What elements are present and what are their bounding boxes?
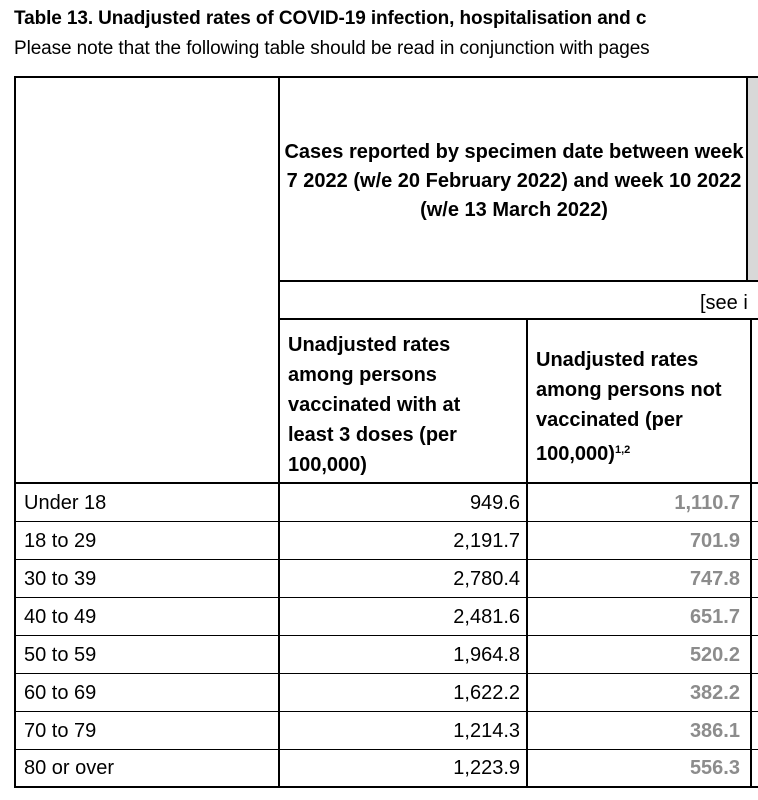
row-divider — [14, 673, 758, 674]
row-label: 80 or over — [24, 757, 115, 779]
column-header-vaccinated — [288, 330, 508, 480]
column-divider — [750, 320, 752, 788]
row-divider — [14, 559, 758, 560]
cell-vaccinated-rate: 1,622.2 — [453, 682, 520, 704]
cell-vaccinated-rate: 2,780.4 — [453, 568, 520, 590]
column-header-not-vaccinated — [536, 345, 748, 469]
row-divider — [14, 786, 758, 788]
row-label: 40 to 49 — [24, 606, 97, 628]
cell-unvaccinated-rate: 520.2 — [689, 644, 740, 666]
cell-vaccinated-rate: 1,964.8 — [453, 644, 520, 666]
cell-unvaccinated-rate: 386.1 — [689, 720, 740, 742]
cell-vaccinated-rate: 1,223.9 — [453, 757, 520, 779]
table-note: Please note that the following table should be read in conjunction with pages — [14, 38, 650, 59]
column-header-vaccinated-label: Unadjusted rates among persons vaccinated with at least 3 doses (per 100,000) — [288, 334, 461, 476]
cell-vaccinated-rate: 1,214.3 — [453, 720, 520, 742]
column-divider — [526, 320, 528, 788]
cell-unvaccinated-rate: 556.3 — [689, 757, 740, 779]
row-divider — [14, 749, 758, 750]
row-label: 50 to 59 — [24, 644, 97, 666]
cell-unvaccinated-rate: 701.9 — [689, 530, 740, 552]
table-title: Table 13. Unadjusted rates of COVID-19 infection, hospitalisation and c — [14, 8, 647, 29]
row-label: 70 to 79 — [24, 720, 97, 742]
column-divider — [746, 76, 748, 280]
row-divider — [14, 711, 758, 712]
column-group-header: Cases reported by specimen date between week 7 2022 (w/e 20 February 2022) and week 10 2022 (w/e 13 March 2022) — [284, 141, 744, 221]
cell-unvaccinated-rate: 1,110.7 — [674, 492, 740, 514]
cut-off-column-header — [748, 78, 758, 280]
row-divider — [278, 280, 758, 282]
row-label: 60 to 69 — [24, 682, 97, 704]
row-divider — [14, 597, 758, 598]
row-label: 18 to 29 — [24, 530, 97, 552]
row-divider — [14, 482, 758, 484]
row-divider — [14, 635, 758, 636]
row-divider — [14, 521, 758, 522]
cell-vaccinated-rate: 949.6 — [469, 492, 520, 514]
row-label: 30 to 39 — [24, 568, 97, 590]
row-label: Under 18 — [24, 492, 107, 514]
footnote-marker: 1,2 — [614, 444, 631, 456]
column-divider — [278, 76, 280, 788]
see-note-text: [see i — [700, 292, 748, 314]
row-divider — [278, 318, 758, 320]
cell-unvaccinated-rate: 382.2 — [689, 682, 740, 704]
cell-unvaccinated-rate: 651.7 — [689, 606, 740, 628]
column-header-not-vaccinated-label: Unadjusted rates among persons not vaccinated (per 100,000) — [536, 349, 722, 465]
cell-vaccinated-rate: 2,191.7 — [453, 530, 520, 552]
cell-unvaccinated-rate: 747.8 — [689, 568, 740, 590]
cell-vaccinated-rate: 2,481.6 — [453, 606, 520, 628]
